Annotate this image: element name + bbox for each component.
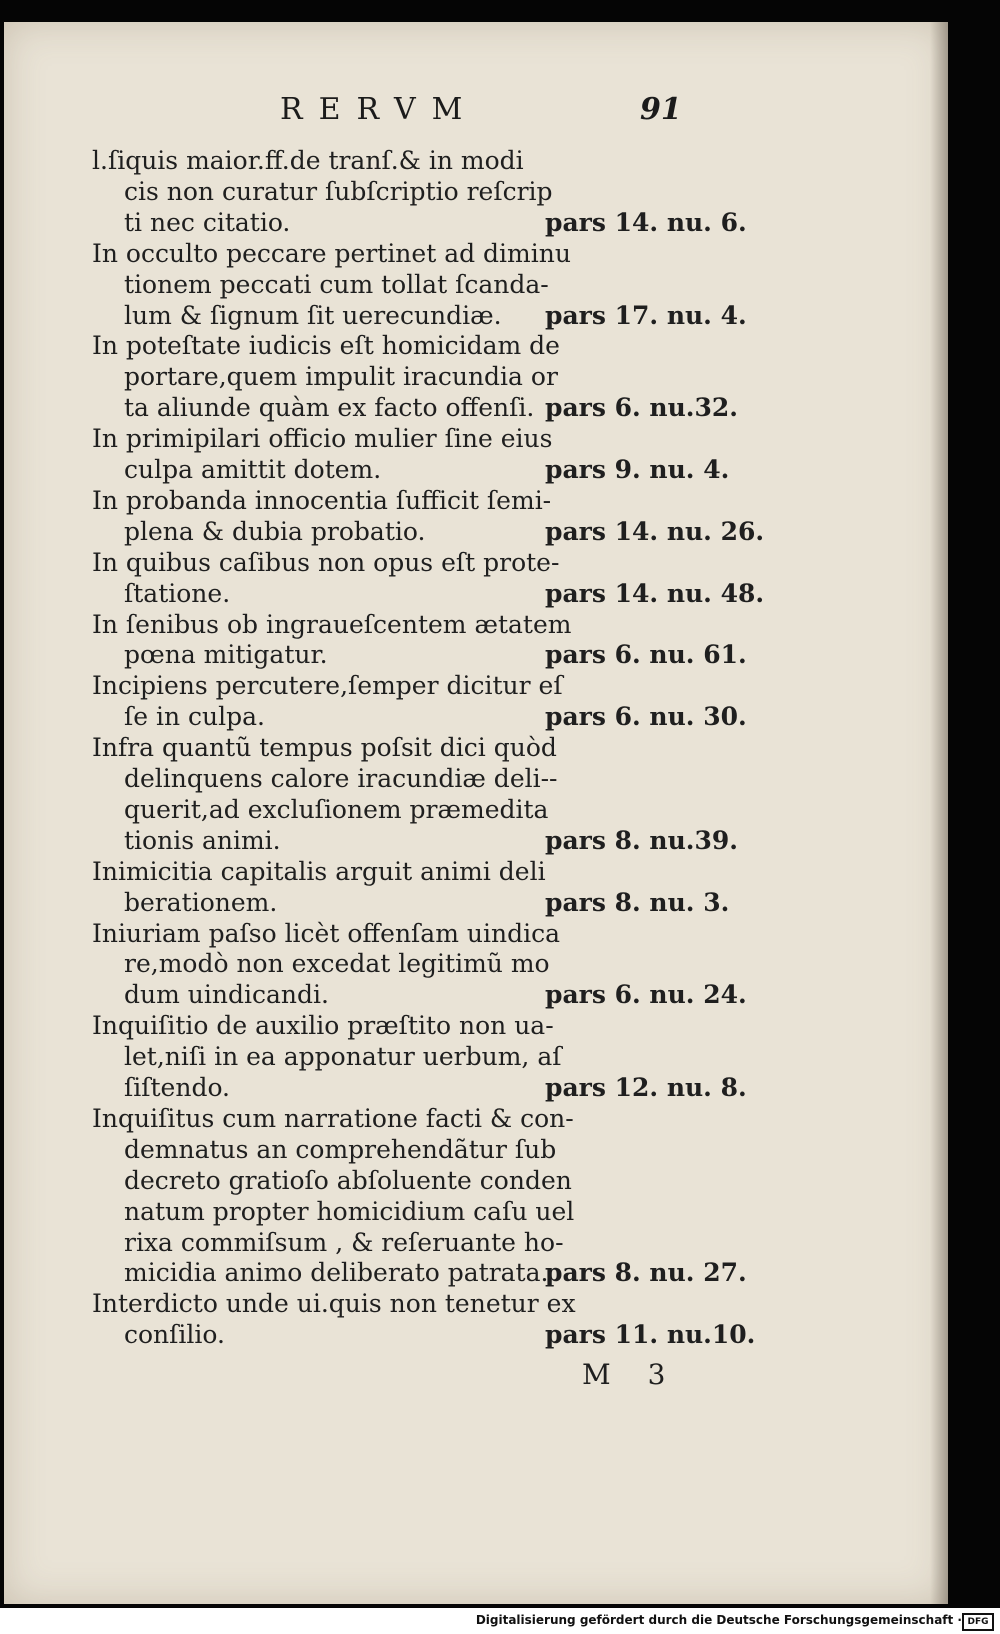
entry-text: let,niſi in ea apponatur uerbum, aſ xyxy=(124,1042,562,1071)
entry-reference: pars 6. nu. 24. xyxy=(545,980,747,1009)
entry-text: natum propter homicidium caſu uel xyxy=(124,1197,575,1226)
entry-text: portare,quem impulit iracundia or xyxy=(124,362,558,391)
entry-reference: pars 11. nu.10. xyxy=(545,1320,756,1349)
entry-reference: pars 8. nu.39. xyxy=(545,826,738,855)
entry-text: dum uindicandi. xyxy=(124,980,329,1009)
signature-mark: M 3 xyxy=(582,1358,680,1391)
entry-text: l.ſiquis maior.ff.de tranſ.& in modi xyxy=(92,146,524,175)
entry-text: ſiſtendo. xyxy=(124,1073,231,1102)
entry-text: In occulto peccare pertinet ad diminu xyxy=(92,239,571,268)
entry-text: cis non curatur ſubſcriptio reſcrip xyxy=(124,177,553,206)
entry-text: Inquiſitio de auxilio præſtito non ua- xyxy=(92,1011,554,1040)
entry-text: culpa amittit dotem. xyxy=(124,455,382,484)
entry-text: In ſenibus ob ingraueſcentem ætatem xyxy=(92,610,572,639)
entry-reference: pars 14. nu. 48. xyxy=(545,579,765,608)
running-title: RERVM xyxy=(280,92,479,127)
footer-bar xyxy=(0,1608,1000,1634)
entry-reference: pars 14. nu. 6. xyxy=(545,208,747,237)
entry-reference: pars 6. nu.32. xyxy=(545,393,738,422)
entry-text: In quibus caſibus non opus eſt prote- xyxy=(92,548,560,577)
page-edge-shadow xyxy=(930,22,948,1604)
dfg-logo: DFG xyxy=(962,1613,994,1631)
entry-text: tionis animi. xyxy=(124,826,281,855)
footer-credit: Digitalisierung gefördert durch die Deutsche Forschungsgemeinschaft · xyxy=(475,1613,962,1627)
entry-text: tionem peccati cum tollat ſcanda- xyxy=(124,270,549,299)
entry-text: ſe in culpa. xyxy=(124,702,265,731)
entry-text: In poteſtate iudicis eſt homicidam de xyxy=(92,331,560,360)
entry-text: Inimicitia capitalis arguit animi deli xyxy=(92,857,546,886)
entry-text: conſilio. xyxy=(124,1320,225,1349)
entry-reference: pars 9. nu. 4. xyxy=(545,455,730,484)
entry-text: Incipiens percutere,ſemper dicitur eſ xyxy=(92,671,563,700)
entry-text: Iniuriam paſso licèt offenſam uindica xyxy=(92,919,560,948)
entry-text: rixa commiſsum , & reſeruante ho- xyxy=(124,1228,564,1257)
entry-text: demnatus an comprehendãtur ſub xyxy=(124,1135,557,1164)
entry-text: plena & dubia probatio. xyxy=(124,517,426,546)
entry-text: decreto gratioſo abſoluente conden xyxy=(124,1166,572,1195)
entry-reference: pars 14. nu. 26. xyxy=(545,517,765,546)
entry-text: lum & ſignum ſit uerecundiæ. xyxy=(124,301,502,330)
entry-text: ta aliunde quàm ex facto offenſi. xyxy=(124,393,535,422)
entry-text: delinquens calore iracundiæ deli-- xyxy=(124,764,558,793)
entry-reference: pars 17. nu. 4. xyxy=(545,301,747,330)
entry-text: ſtatione. xyxy=(124,579,231,608)
entry-reference: pars 6. nu. 30. xyxy=(545,702,747,731)
page-number: 91 xyxy=(640,92,682,127)
entry-text: pœna mitigatur. xyxy=(124,640,328,669)
entry-text: Infra quantũ tempus poſsit dici quòd xyxy=(92,733,557,762)
entry-text: berationem. xyxy=(124,888,278,917)
entry-text: In primipilari officio mulier ſine eius xyxy=(92,424,553,453)
entry-text: In probanda innocentia ſufficit ſemi- xyxy=(92,486,552,515)
entry-text: querit,ad excluſionem præmedita xyxy=(124,795,549,824)
entry-text: Inquiſitus cum narratione facti & con- xyxy=(92,1104,574,1133)
entry-reference: pars 12. nu. 8. xyxy=(545,1073,747,1102)
entry-reference: pars 6. nu. 61. xyxy=(545,640,747,669)
entry-reference: pars 8. nu. 3. xyxy=(545,888,730,917)
entry-text: Interdicto unde ui.quis non tenetur ex xyxy=(92,1289,576,1318)
entry-reference: pars 8. nu. 27. xyxy=(545,1258,747,1287)
entry-text: ti nec citatio. xyxy=(124,208,291,237)
entry-text: re,modò non excedat legitimũ mo xyxy=(124,949,550,978)
entry-text: micidia animo deliberato patrata. xyxy=(124,1258,549,1287)
